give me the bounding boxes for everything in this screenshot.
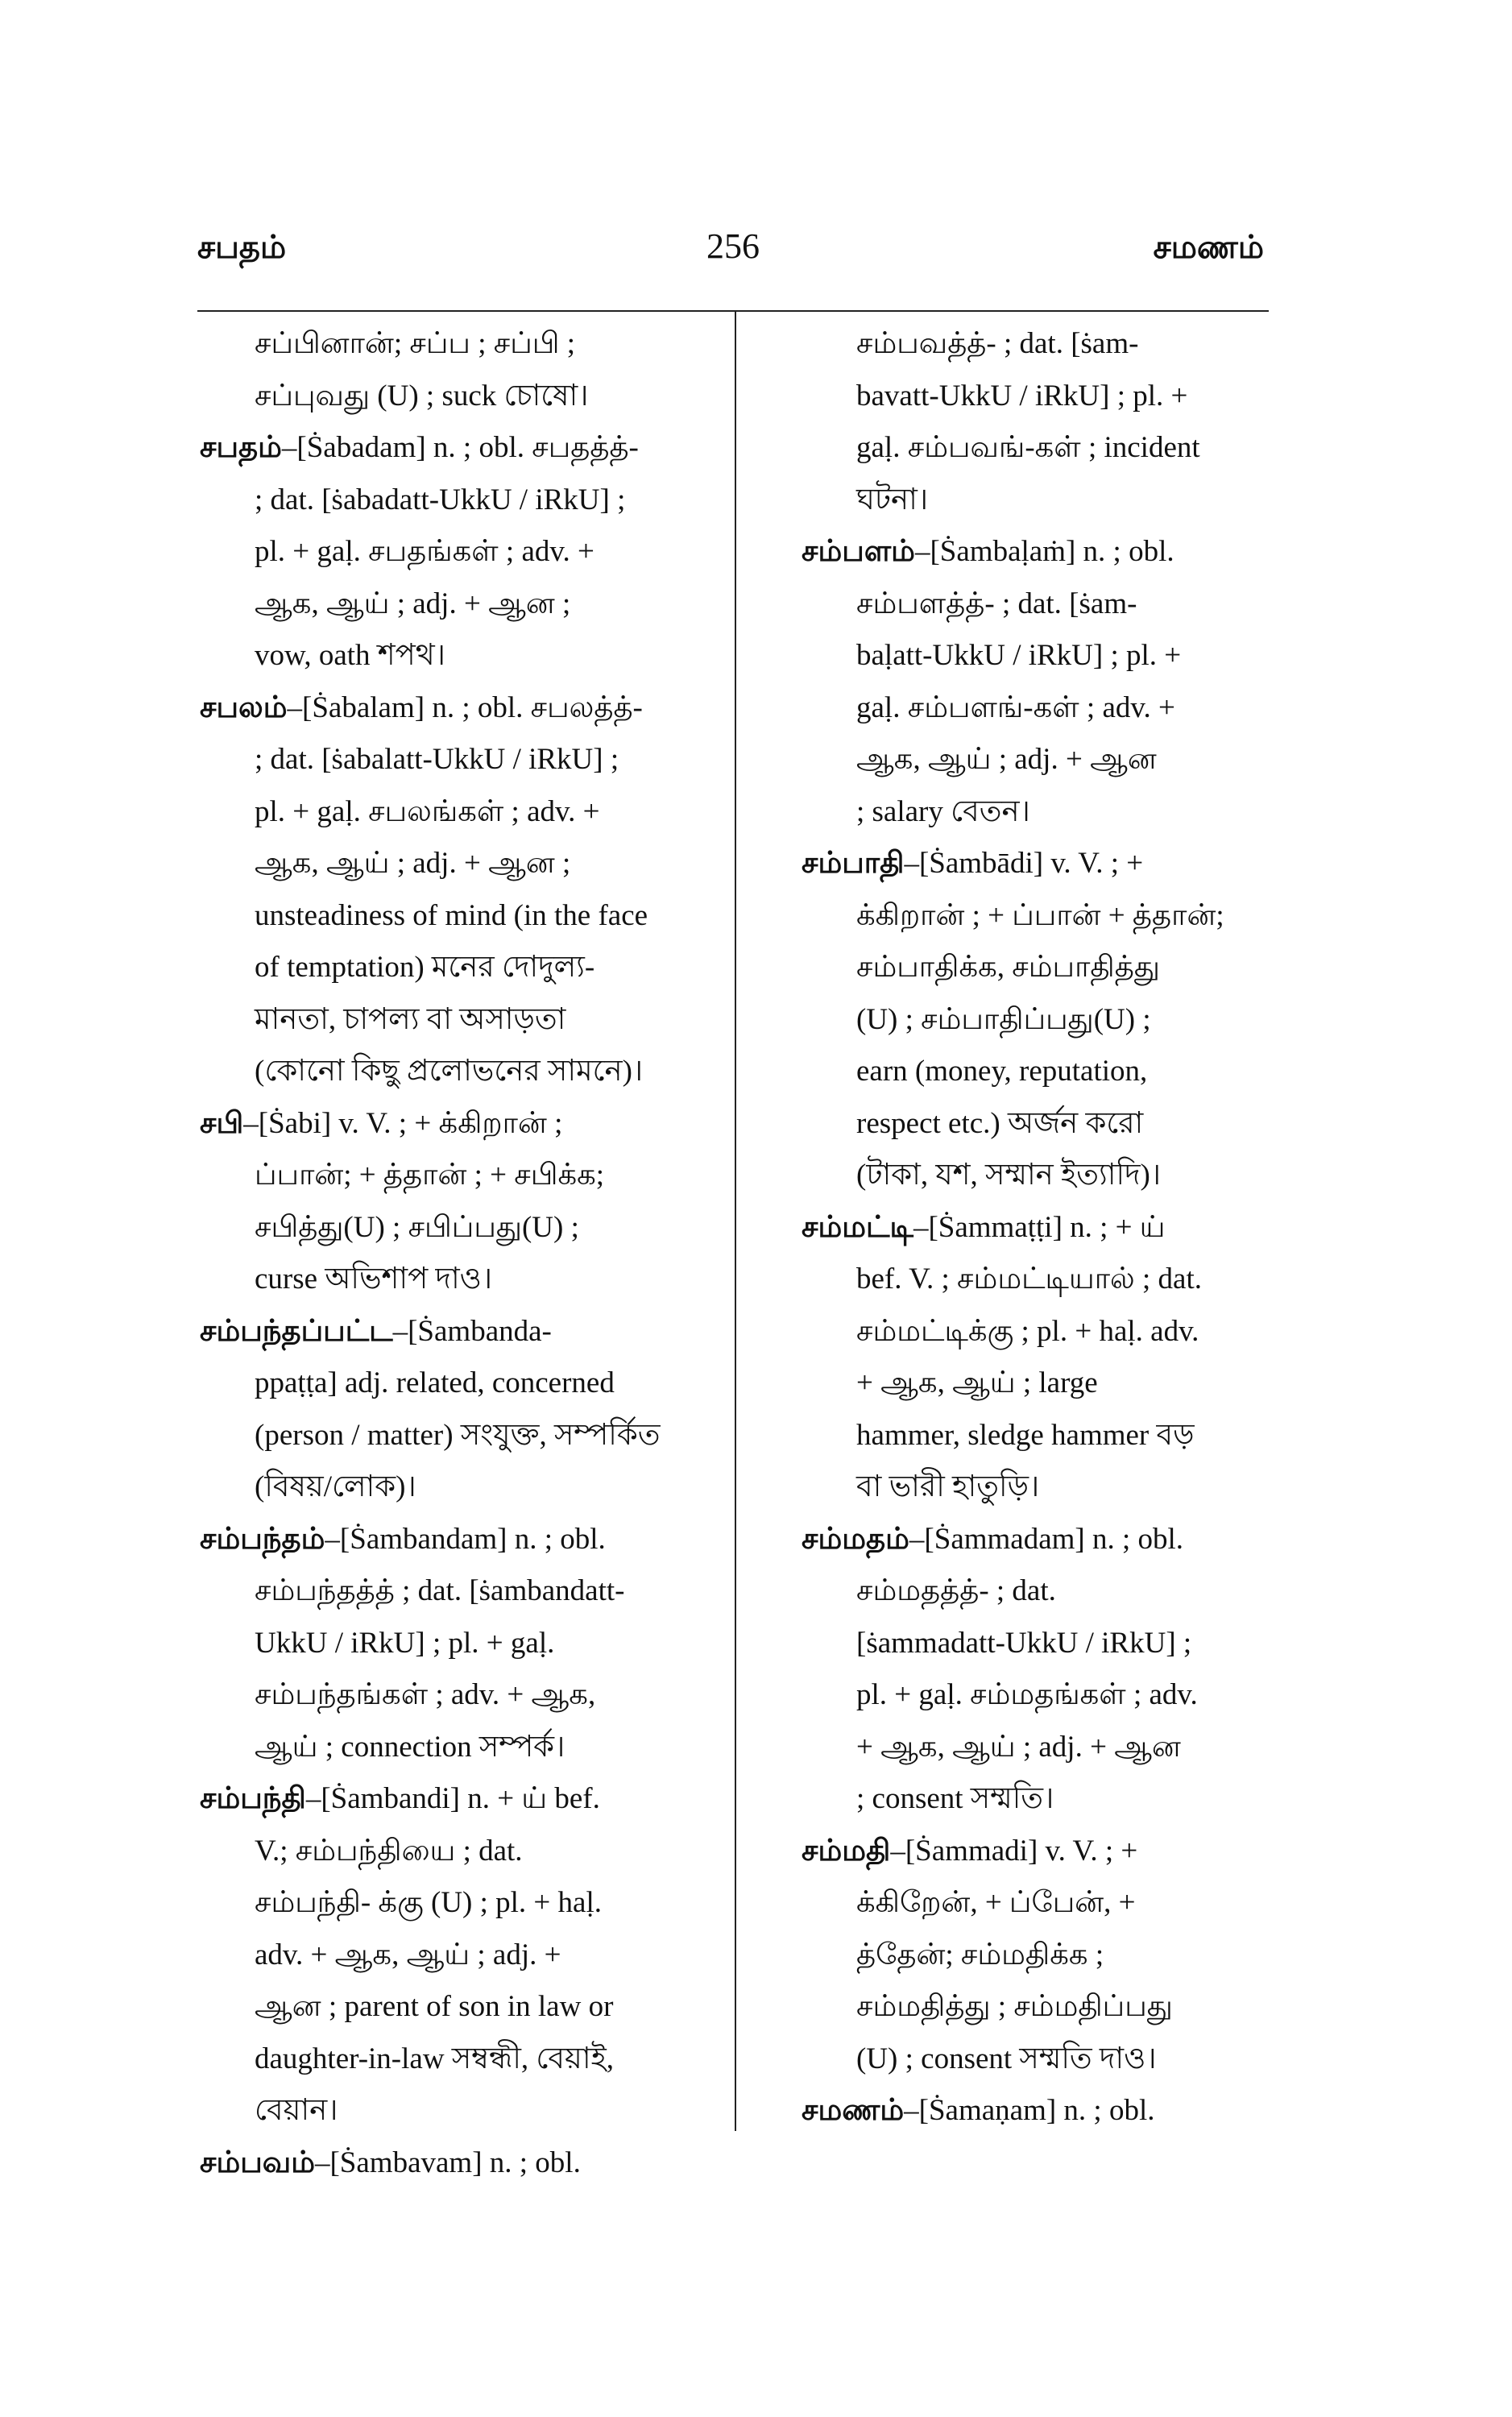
entry-text: bavatt-UkkU / iRkU] ; pl. + xyxy=(856,379,1188,413)
entry-text: daughter-in-law সম্বন্ধী, বেয়াই, xyxy=(255,2042,615,2075)
entry-continuation-line xyxy=(200,475,701,527)
entry-text: –[Ṡambādi] v. V. ; + xyxy=(904,847,1144,880)
entry-continuation-line xyxy=(200,994,701,1047)
entry-text: சம்பவத்த்- ; dat. [ṡam- xyxy=(856,327,1139,360)
headword: சபதம் xyxy=(200,431,282,464)
entry-text: –[Ṡammadi] v. V. ; + xyxy=(890,1834,1138,1868)
entry-continuation-line xyxy=(200,630,701,682)
entry-text: ; dat. [ṡabadatt-UkkU / iRkU] ; xyxy=(255,483,626,516)
entry-headword-line xyxy=(200,2137,701,2190)
header-right-word: சமணம் xyxy=(1153,229,1264,265)
entry-continuation-line xyxy=(200,1046,701,1098)
entry-text: சம்பந்தங்கள் ; adv. + ஆக, xyxy=(255,1678,596,1711)
entry-text: adv. + ஆக, ஆய் ; adj. + xyxy=(255,1938,561,1971)
entry-continuation-line xyxy=(200,1826,701,1878)
entry-text: gaḷ. சம்பளங்-கள் ; adv. + xyxy=(856,690,1175,724)
entry-text: + ஆக, ஆய் ; large xyxy=(856,1366,1098,1399)
entry-headword-line xyxy=(802,526,1265,578)
entry-text: vow, oath শপথ। xyxy=(255,639,445,672)
headword: சம்பந்தி xyxy=(200,1782,306,1815)
entry-text: சப்புவது (U) ; suck চোষো। xyxy=(255,379,589,413)
entry-continuation-line xyxy=(802,1669,1265,1722)
entry-continuation-line xyxy=(200,1358,701,1410)
entry-text: –[Ṡambaḷaṁ] n. ; obl. xyxy=(914,535,1174,568)
headword: சம்மட்டி xyxy=(802,1210,913,1244)
entry-text: ஆக, ஆய் ; adj. + ஆன xyxy=(856,743,1157,776)
entry-continuation-line xyxy=(802,1981,1265,2034)
entry-headword-line xyxy=(802,1514,1265,1566)
entry-text: –[Ṡammaṭṭi] n. ; + ய் xyxy=(913,1210,1166,1244)
entry-text: –[Ṡambanda- xyxy=(392,1314,552,1348)
entry-headword-line xyxy=(200,682,701,735)
headword: சபி xyxy=(200,1106,244,1140)
entry-continuation-line xyxy=(802,1306,1265,1358)
entry-text: + ஆக, ஆய் ; adj. + ஆன xyxy=(856,1730,1181,1764)
entry-continuation-line xyxy=(802,1773,1265,1826)
entry-continuation-line xyxy=(200,942,701,994)
entry-text: V.; சம்பந்தியை ; dat. xyxy=(255,1834,523,1868)
entry-text: ; consent সম্মতি। xyxy=(856,1782,1054,1815)
entry-continuation-line xyxy=(802,1461,1265,1514)
entry-text: UkkU / iRkU] ; pl. + gaḷ. xyxy=(255,1626,555,1660)
entry-continuation-line xyxy=(802,682,1265,735)
entry-headword-line xyxy=(802,2085,1265,2137)
entry-headword-line xyxy=(200,422,701,475)
entry-text: ঘটনা। xyxy=(856,483,929,516)
entry-text: க்கிறேன், + ப்பேன், + xyxy=(856,1886,1136,1919)
entry-text: (কোনো কিছু প্রলোভনের সামনে)। xyxy=(255,1055,644,1088)
entry-headword-line xyxy=(200,1098,701,1150)
entry-continuation-line xyxy=(200,2085,701,2137)
entry-continuation-line xyxy=(200,1254,701,1306)
entry-text: ஆக, ஆய் ; adj. + ஆன ; xyxy=(255,587,571,620)
entry-text: pl. + gaḷ. சபதங்கள் ; adv. + xyxy=(255,535,594,568)
entry-continuation-line xyxy=(802,1046,1265,1098)
entry-text: –[Ṡambavam] n. ; obl. xyxy=(314,2145,581,2179)
entry-continuation-line xyxy=(200,318,701,371)
entry-text: சபித்து(U) ; சபிப்பது(U) ; xyxy=(255,1210,579,1244)
headword: சம்பவம் xyxy=(200,2145,315,2179)
entry-text: বা ভারী হাতুড়ি। xyxy=(856,1470,1040,1503)
entry-text: বেয়ান। xyxy=(255,2094,338,2127)
entry-text: ஆக, ஆய் ; adj. + ஆன ; xyxy=(255,847,571,880)
entry-text: bef. V. ; சம்மட்டியால் ; dat. xyxy=(856,1262,1202,1296)
entry-text: –[Ṡabalam] n. ; obl. சபலத்த்- xyxy=(287,690,643,724)
entry-continuation-line xyxy=(200,1877,701,1930)
entry-continuation-line xyxy=(200,2034,701,2086)
headword: சபலம் xyxy=(200,690,288,724)
entry-continuation-line xyxy=(802,1254,1265,1306)
entry-text: curse অভিশাপ দাও। xyxy=(255,1262,493,1296)
entry-text: ppaṭṭa] adj. related, concerned xyxy=(255,1366,615,1399)
entry-text: சம்பளத்த்- ; dat. [ṡam- xyxy=(856,587,1137,620)
entry-continuation-line xyxy=(802,630,1265,682)
entry-text: க்கிறான் ; + ப்பான் + த்தான்; xyxy=(856,898,1224,932)
entry-text: சம்பந்தி- க்கு (U) ; pl. + haḷ. xyxy=(255,1886,602,1919)
entry-text: சம்மட்டிக்கு ; pl. + haḷ. adv. xyxy=(856,1314,1199,1348)
entry-continuation-line xyxy=(802,890,1265,943)
entry-headword-line xyxy=(200,1306,701,1358)
entry-text: মানতা, চাপল্য বা অসাড়তা xyxy=(255,1002,566,1036)
entry-continuation-line xyxy=(200,1565,701,1618)
entry-continuation-line xyxy=(200,1410,701,1462)
entry-headword-line xyxy=(200,1514,701,1566)
entry-text: earn (money, reputation, xyxy=(856,1055,1148,1088)
entry-continuation-line xyxy=(802,1722,1265,1774)
entry-text: –[Ṡambandi] n. + ய் bef. xyxy=(305,1782,600,1815)
entry-text: pl. + gaḷ. சபலங்கள் ; adv. + xyxy=(255,794,600,828)
headword: சம்மதி xyxy=(802,1834,891,1868)
entry-text: unsteadiness of mind (in the face xyxy=(255,898,648,932)
entry-continuation-line xyxy=(802,1930,1265,1982)
entry-continuation-line xyxy=(802,2034,1265,2086)
entry-text: (টাকা, যশ, সম্মান ইত্যাদি)। xyxy=(856,1159,1162,1192)
header-left-word: சபதம் xyxy=(197,229,287,265)
entry-continuation-line xyxy=(200,1981,701,2034)
entry-continuation-line xyxy=(200,526,701,578)
entry-text: hammer, sledge hammer বড় xyxy=(856,1418,1195,1452)
entry-text: [ṡammadatt-UkkU / iRkU] ; xyxy=(856,1626,1192,1660)
entry-continuation-line xyxy=(200,1202,701,1254)
entry-continuation-line xyxy=(200,1461,701,1514)
entry-text: ; dat. [ṡabalatt-UkkU / iRkU] ; xyxy=(255,743,619,776)
entry-text: சம்பந்தத்த் ; dat. [ṡambandatt- xyxy=(255,1574,625,1607)
entry-continuation-line xyxy=(802,734,1265,786)
entry-continuation-line xyxy=(802,1150,1265,1202)
entry-text: ஆய் ; connection সম্পর্ক। xyxy=(255,1730,565,1764)
entry-continuation-line xyxy=(200,578,701,631)
entry-continuation-line xyxy=(802,994,1265,1047)
entry-text: ஆன ; parent of son in law or xyxy=(255,1990,614,2023)
entry-text: –[Ṡabadam] n. ; obl. சபதத்த்- xyxy=(281,431,639,464)
entry-continuation-line xyxy=(802,786,1265,839)
column-divider xyxy=(735,310,736,2131)
entry-text: (person / matter) সংযুক্ত, সম্পর্কিত xyxy=(255,1418,661,1452)
header-rule xyxy=(197,310,1269,312)
entry-continuation-line xyxy=(802,422,1265,475)
entry-headword-line xyxy=(802,1826,1265,1878)
entry-text: pl. + gaḷ. சம்மதங்கள் ; adv. xyxy=(856,1678,1198,1711)
entry-continuation-line xyxy=(802,318,1265,371)
entry-continuation-line xyxy=(802,1358,1265,1410)
headword: சம்பந்தம் xyxy=(200,1522,325,1556)
entry-continuation-line xyxy=(802,942,1265,994)
entry-text: சம்பாதிக்க, சம்பாதித்து xyxy=(856,951,1160,984)
entry-continuation-line xyxy=(802,1618,1265,1670)
entry-continuation-line xyxy=(200,838,701,890)
headword: சம்பந்தப்பட்ட xyxy=(200,1314,393,1348)
headword: சம்பாதி xyxy=(802,847,905,880)
headword: சம்மதம் xyxy=(802,1522,909,1556)
entry-continuation-line xyxy=(200,1722,701,1774)
entry-continuation-line xyxy=(200,890,701,943)
entry-continuation-line xyxy=(802,371,1265,423)
entry-continuation-line xyxy=(802,1877,1265,1930)
entry-text: (U) ; consent সম্মতি দাও। xyxy=(856,2042,1157,2075)
entry-continuation-line xyxy=(200,1930,701,1982)
entry-continuation-line xyxy=(802,1098,1265,1150)
entry-continuation-line xyxy=(200,1150,701,1202)
headword: சமணம் xyxy=(802,2094,905,2127)
entry-continuation-line xyxy=(200,786,701,839)
right-column xyxy=(802,318,1265,2137)
left-column xyxy=(200,318,701,2189)
entry-continuation-line xyxy=(802,578,1265,631)
entry-continuation-line xyxy=(200,1618,701,1670)
entry-text: சப்பினான்; சப்ப ; சப்பி ; xyxy=(255,327,576,360)
entry-continuation-line xyxy=(802,1565,1265,1618)
entry-text: –[Ṡamaṇam] n. ; obl. xyxy=(904,2094,1155,2127)
entry-text: (বিষয়/লোক)। xyxy=(255,1470,416,1503)
entry-text: சம்மதித்து ; சம்மதிப்பது xyxy=(856,1990,1173,2023)
entry-text: baḷatt-UkkU / iRkU] ; pl. + xyxy=(856,639,1182,672)
entry-text: respect etc.) অর্জন করো xyxy=(856,1106,1144,1140)
entry-text: –[Ṡammadam] n. ; obl. xyxy=(909,1522,1184,1556)
headword: சம்பளம் xyxy=(802,535,915,568)
entry-continuation-line xyxy=(802,1410,1265,1462)
entry-text: ; salary বেতন। xyxy=(856,794,1030,828)
entry-text: gaḷ. சம்பவங்-கள் ; incident xyxy=(856,431,1200,464)
entry-text: (U) ; சம்பாதிப்பது(U) ; xyxy=(856,1002,1151,1036)
entry-continuation-line xyxy=(802,475,1265,527)
entry-text: சம்மதத்த்- ; dat. xyxy=(856,1574,1056,1607)
entry-headword-line xyxy=(200,1773,701,1826)
entry-headword-line xyxy=(802,1202,1265,1254)
entry-text: த்தேன்; சம்மதிக்க ; xyxy=(856,1938,1104,1971)
page-number: 256 xyxy=(706,226,760,266)
entry-text: of temptation) মনের দোদুল্য- xyxy=(255,951,595,984)
entry-headword-line xyxy=(802,838,1265,890)
entry-continuation-line xyxy=(200,371,701,423)
entry-continuation-line xyxy=(200,1669,701,1722)
entry-text: ப்பான்; + த்தான் ; + சபிக்க; xyxy=(255,1159,605,1192)
entry-text: –[Ṡambandam] n. ; obl. xyxy=(325,1522,606,1556)
entry-continuation-line xyxy=(200,734,701,786)
entry-text: –[Ṡabi] v. V. ; + க்கிறான் ; xyxy=(243,1106,563,1140)
